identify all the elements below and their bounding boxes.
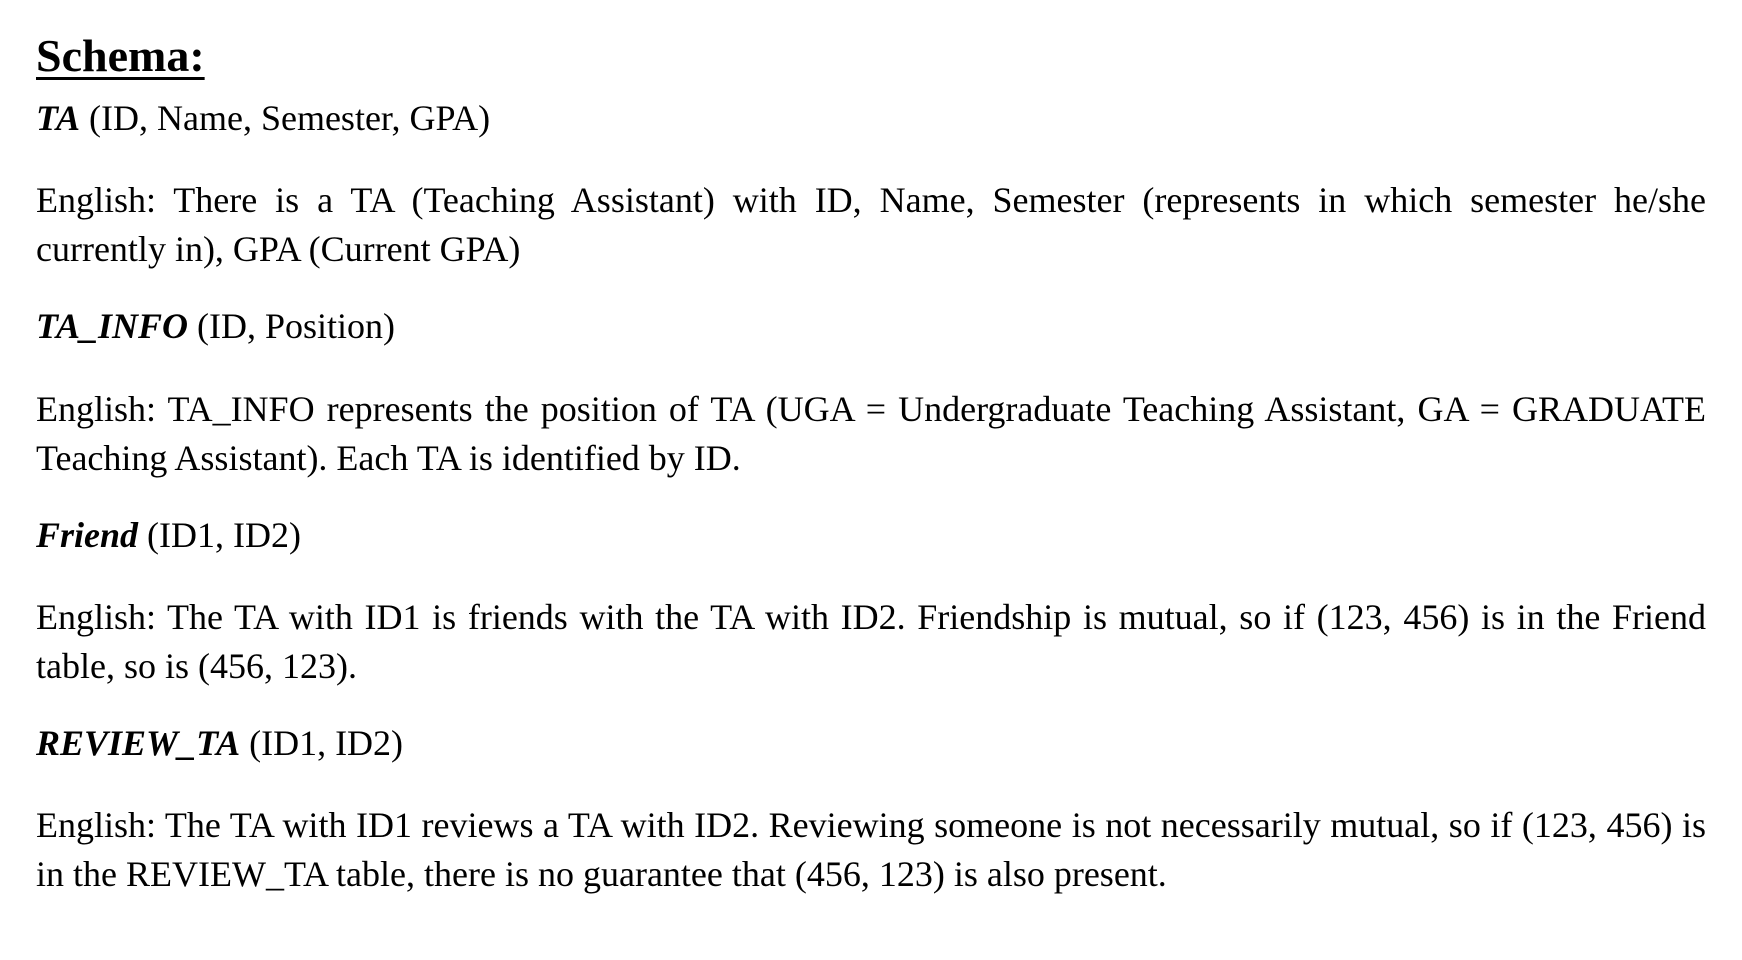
relation-name: TA xyxy=(36,98,81,139)
relation-ta-description: English: There is a TA (Teaching Assistant) with ID, Name, Semester (represents in which semester he/she currently in), GPA (Current GPA) xyxy=(36,180,1706,270)
schema-document xyxy=(36,28,1706,899)
relation-name: REVIEW_TA xyxy=(36,722,241,763)
relation-attributes: (ID, Position) xyxy=(188,306,396,347)
relation-name: TA_INFO xyxy=(36,306,189,347)
relation-friend-description: English: The TA with ID1 is friends with the TA with ID2. Friendship is mutual, so if (123, 456) is in the Friend table, so is (456, 123). xyxy=(36,596,1706,686)
schema-heading: Schema: xyxy=(36,30,205,81)
relation-attributes: (ID, Name, Semester, GPA) xyxy=(80,98,491,139)
relation-review-ta xyxy=(36,722,1706,765)
relation-attributes: (ID1, ID2) xyxy=(240,722,404,763)
relation-review-ta-description: English: The TA with ID1 reviews a TA with ID2. Reviewing someone is not necessarily mutual, so if (123, 456) is in the REVIEW_TA table, there is no guarantee that (456, 123) is also present. xyxy=(36,804,1706,894)
relation-ta-info-description: English: TA_INFO represents the position of TA (UGA = Undergraduate Teaching Assistant, GA = GRADUATE Teaching Assistant). Each TA is identified by ID. xyxy=(36,388,1706,478)
relation-ta xyxy=(36,97,1706,140)
relation-friend xyxy=(36,514,1706,557)
relation-ta-info xyxy=(36,305,1706,348)
relation-attributes: (ID1, ID2) xyxy=(138,514,301,555)
relation-name: Friend xyxy=(36,514,139,555)
